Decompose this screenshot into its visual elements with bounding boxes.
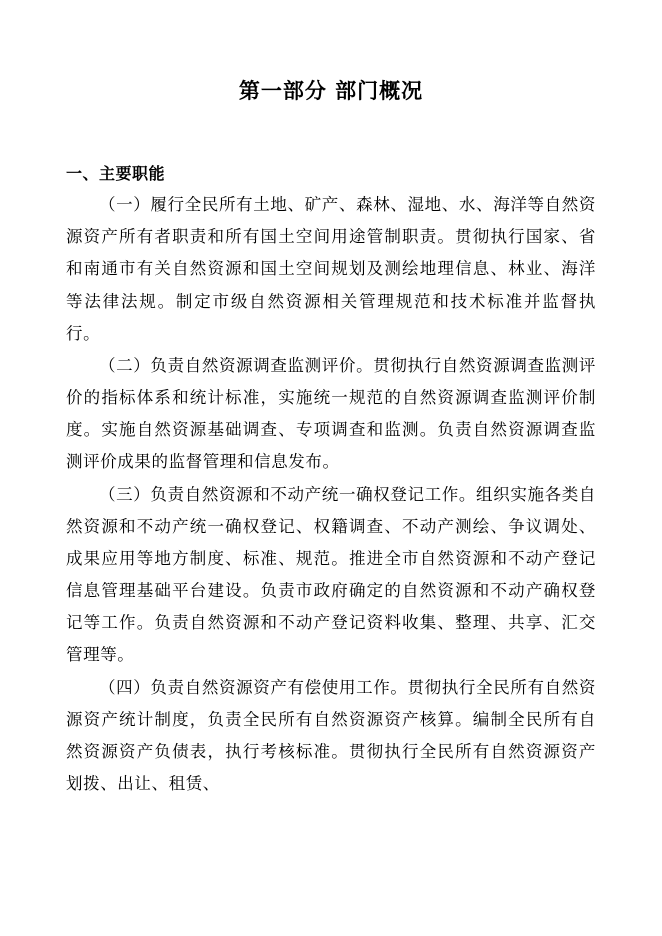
section-heading-main-duties: 一、主要职能 [66, 164, 166, 184]
body-paragraph-2: （二）负责自然资源调查监测评价。贯彻执行自然资源调查监测评价的指标体系和统计标准，实施统一规范的自然资源调查监测评价制度。实施自然资源基础调查、专项调查和监测。负责自然资源调查监测评价成果的监督管理和信息发布。 [66, 355, 596, 472]
body-paragraph-1: （一）履行全民所有土地、矿产、森林、湿地、水、海洋等自然资源资产所有者职责和所有国土空间用途管制职责。贯彻执行国家、省和南通市有关自然资源和国土空间规划及测绘地理信息、林业、海洋等法律法规。制定市级自然资源相关管理规范和技术标准并监督执行。 [66, 194, 596, 343]
body-paragraph-4: （四）负责自然资源资产有偿使用工作。贯彻执行全民所有自然资源资产统计制度，负责全民所有自然资源资产核算。编制全民所有自然资源资产负债表，执行考核标准。贯彻执行全民所有自然资源资产划拨、出让、租赁、 [66, 677, 596, 794]
page-title: 第一部分 部门概况 [238, 78, 424, 103]
body-paragraph-3: （三）负责自然资源和不动产统一确权登记工作。组织实施各类自然资源和不动产统一确权登记、权籍调查、不动产测绘、争议调处、成果应用等地方制度、标准、规范。推进全市自然资源和不动产登记信息管理基础平台建设。负责市政府确定的自然资源和不动产确权登记等工作。负责自然资源和不动产登记资料收集、整理、共享、汇交管理等。 [66, 484, 596, 665]
